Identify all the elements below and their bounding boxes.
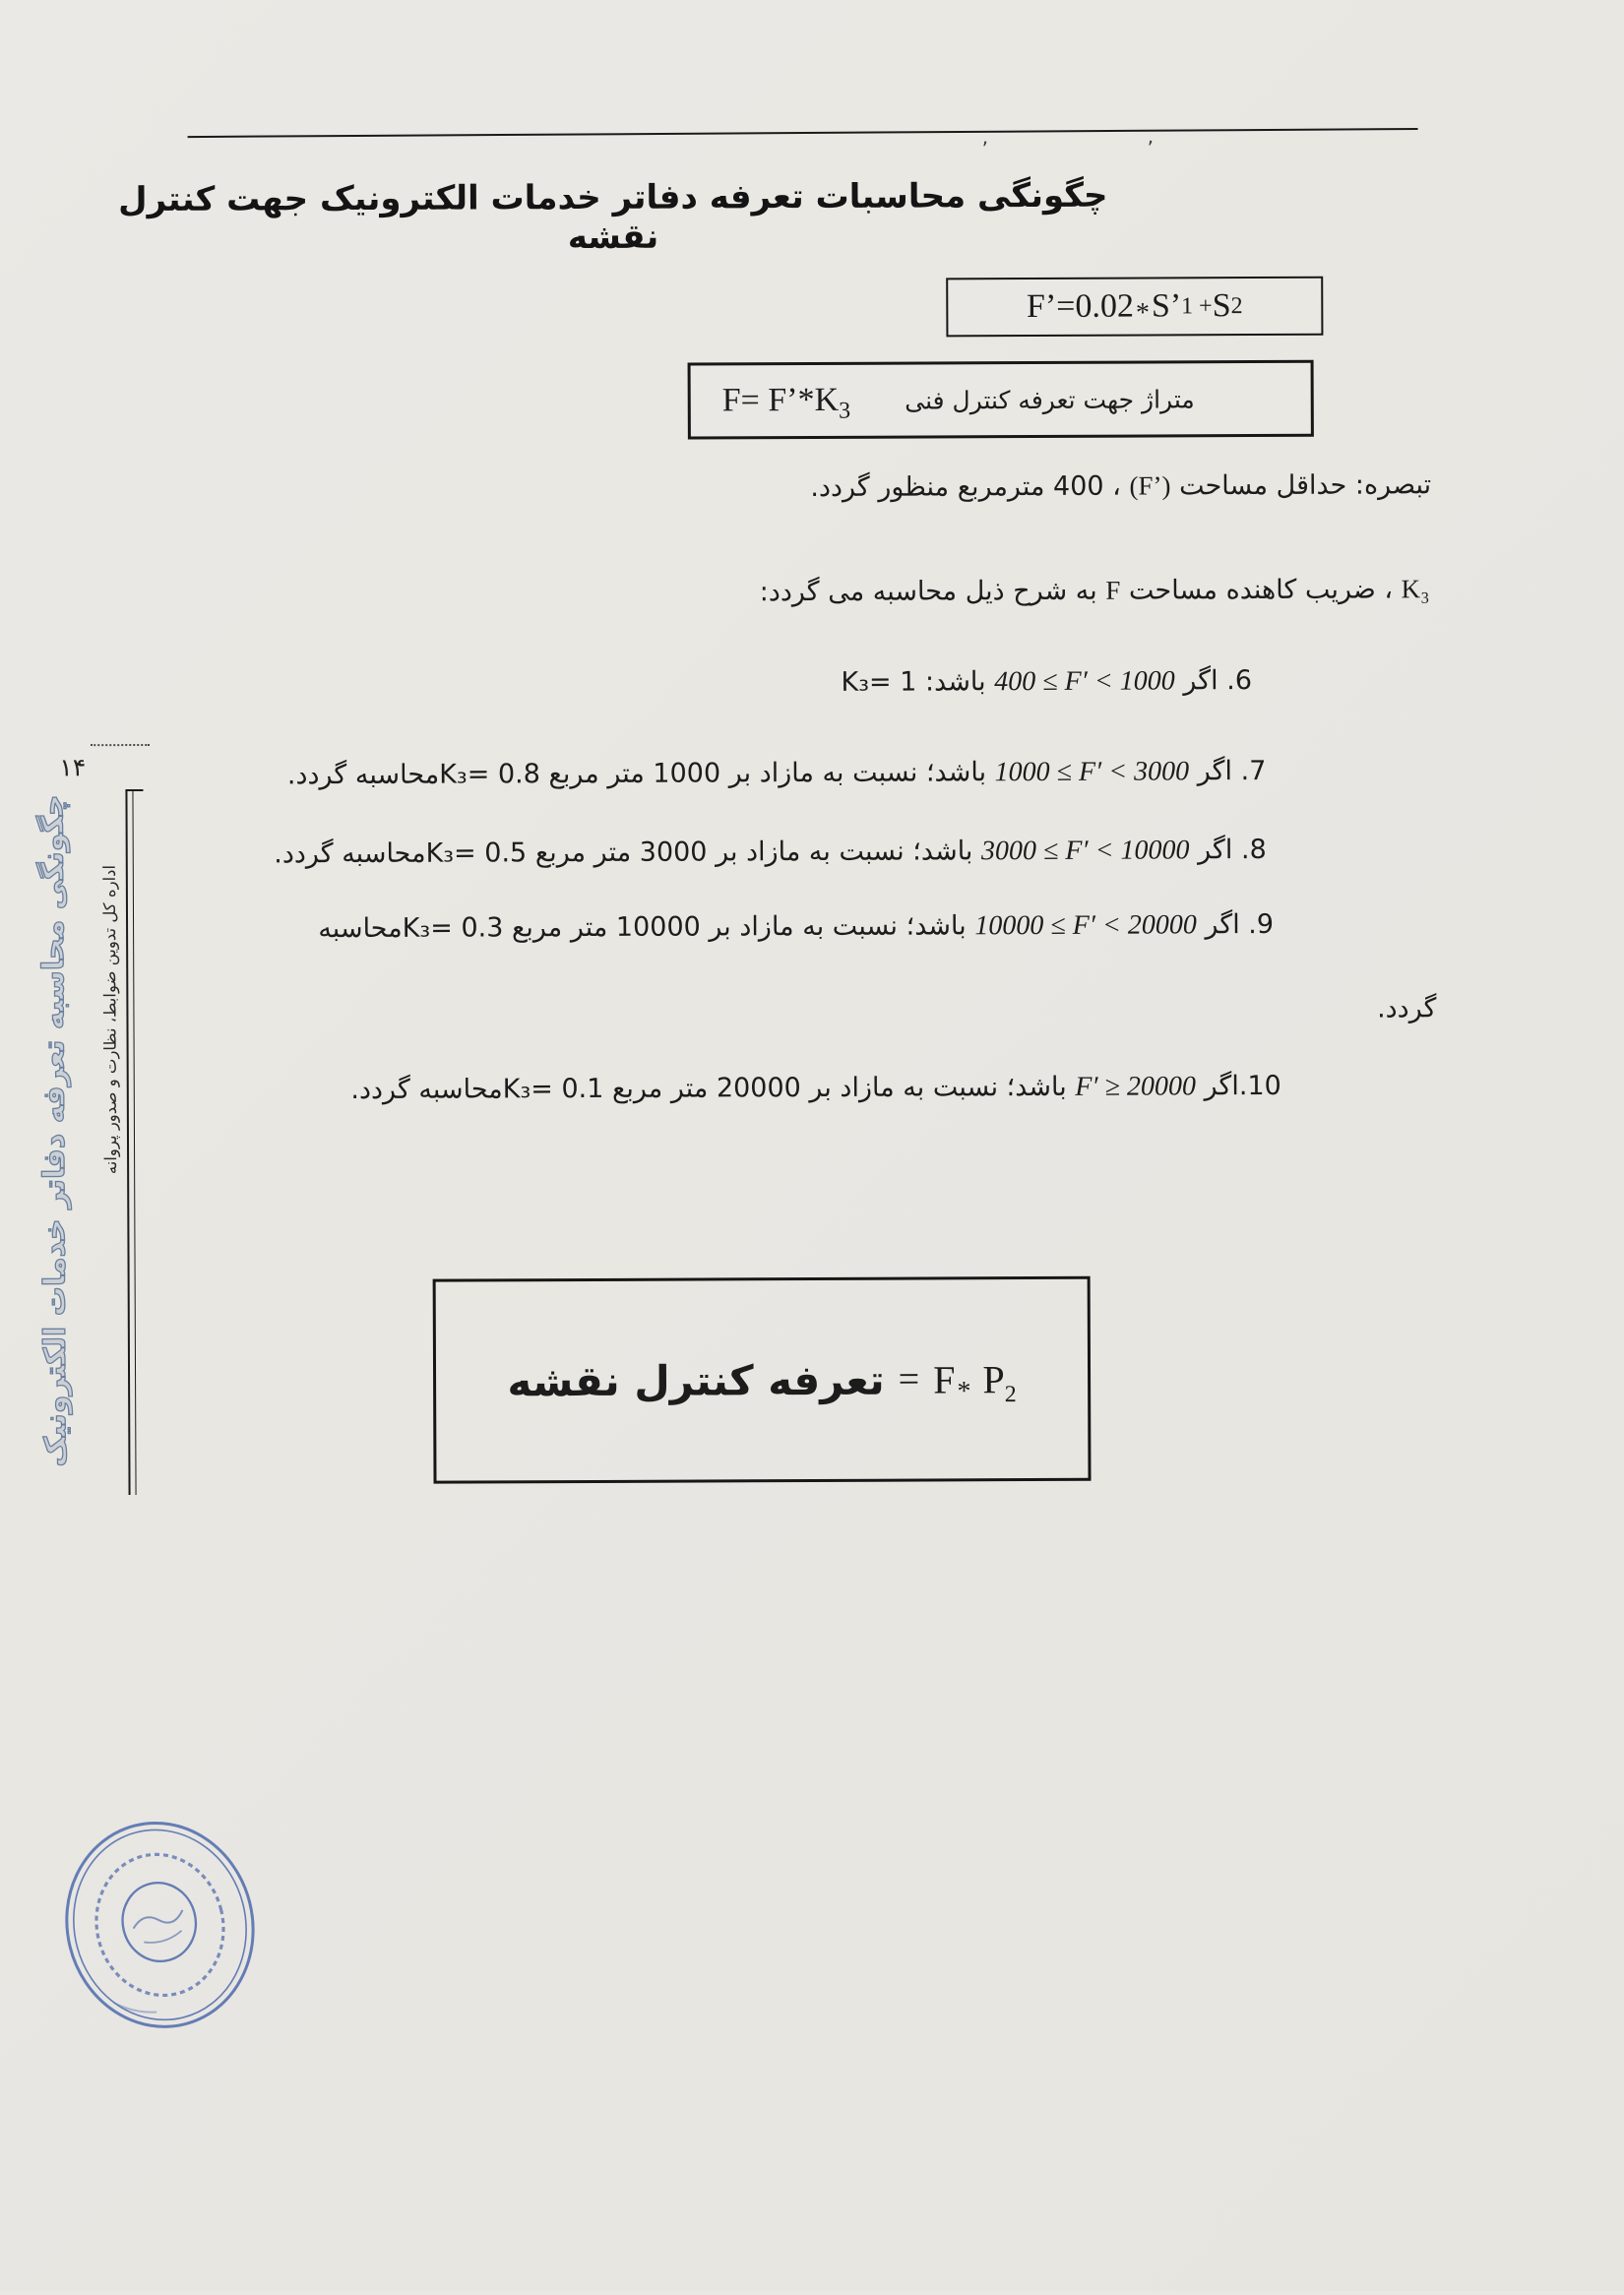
map-control-tariff-formula-box bbox=[433, 1276, 1092, 1484]
margin-dotted-line bbox=[91, 744, 150, 746]
item-k-value: K₃= 1 bbox=[841, 667, 916, 698]
tariff-label: تعرفه کنترل نقشه bbox=[507, 1355, 885, 1405]
item-post: باشد؛ نسبت به مازاد بر 3000 متر مربع bbox=[535, 836, 973, 868]
list-item-7 bbox=[287, 756, 1267, 791]
item-condition-math: 400 ≤ F′ < 1000 bbox=[994, 665, 1175, 697]
item-pre: اگر bbox=[1205, 909, 1239, 940]
note-f-prime: (F’) bbox=[1129, 470, 1170, 500]
formula-f-k3 bbox=[722, 382, 851, 420]
tariff-f: F bbox=[933, 1357, 955, 1401]
equals-sign: = bbox=[899, 1358, 920, 1401]
item-post: باشد: bbox=[925, 666, 986, 697]
formula-box-f-k3 bbox=[688, 360, 1314, 440]
list-item-6 bbox=[841, 665, 1252, 699]
item-k-value: K₃= 0.8 bbox=[439, 759, 540, 789]
formula-box-f-prime bbox=[946, 277, 1323, 338]
item-pre: اگر bbox=[1198, 835, 1232, 865]
item-condition-math: F′ ≥ 20000 bbox=[1075, 1071, 1196, 1102]
page-title: چگونگی محاسبات تعرفه دفاتر خدمات الکترونیک جهت کنترل نقشه bbox=[92, 176, 1135, 260]
item-number: 7. bbox=[1241, 756, 1267, 786]
item-number: 10. bbox=[1239, 1071, 1281, 1101]
item-number: 9. bbox=[1248, 909, 1274, 940]
scan-speck: ’ bbox=[1148, 136, 1154, 159]
formula-f-k3-subscript: 3 bbox=[839, 399, 850, 424]
item-post: باشد؛ نسبت به مازاد بر 1000 متر مربع bbox=[548, 757, 986, 789]
item-pre: اگر bbox=[1204, 1071, 1238, 1101]
multiply-star: * bbox=[957, 1376, 970, 1407]
margin-rule-top-tick bbox=[125, 789, 143, 791]
item-number: 6. bbox=[1226, 665, 1252, 696]
top-rule bbox=[188, 128, 1418, 138]
note-post: ، 400 مترمربع منظور گردد. bbox=[810, 471, 1121, 503]
item-k-value: K₃= 0.5 bbox=[425, 837, 527, 868]
list-item-9-continuation: گردد. bbox=[1377, 993, 1437, 1023]
item-tail: محاسبه گردد. bbox=[274, 838, 425, 870]
k3-f-symbol: F bbox=[1105, 576, 1120, 605]
scan-speck: ’ bbox=[982, 137, 988, 160]
formula-s1: S’ bbox=[1152, 287, 1181, 325]
tariff-p-subscript: 2 bbox=[1005, 1382, 1017, 1407]
item-tail: محاسبه bbox=[318, 913, 403, 944]
formula-f-k3-main: F= F’*K bbox=[722, 382, 840, 419]
list-item-10 bbox=[350, 1071, 1281, 1106]
margin-double-rule-inner bbox=[132, 790, 136, 1495]
tariff-formula bbox=[933, 1356, 1017, 1402]
k3-tail-text: به شرح ذیل محاسبه می گردد: bbox=[760, 576, 1097, 607]
item-post: باشد؛ نسبت به مازاد بر 10000 متر مربع bbox=[512, 910, 967, 943]
item-pre: اگر bbox=[1183, 665, 1218, 696]
tariff-p: P bbox=[972, 1357, 1004, 1401]
item-post: باشد؛ نسبت به مازاد بر 20000 متر مربع bbox=[612, 1072, 1067, 1104]
page-number: ۱۴ bbox=[59, 753, 86, 781]
sidebar-department-label: اداره کل تدوین ضوابط، نظارت و صدور پروانه bbox=[99, 788, 120, 1174]
formula-f-prime-lhs: F’=0.02 bbox=[1027, 288, 1134, 326]
list-item-8 bbox=[274, 835, 1267, 870]
note-line bbox=[810, 469, 1431, 503]
item-tail: محاسبه گردد. bbox=[350, 1074, 502, 1105]
item-pre: اگر bbox=[1198, 756, 1232, 786]
item-k-value: K₃= 0.1 bbox=[503, 1074, 604, 1104]
item-condition-math: 1000 ≤ F′ < 3000 bbox=[995, 756, 1190, 787]
k3-definition-line bbox=[760, 574, 1430, 607]
item-number: 8. bbox=[1241, 835, 1267, 865]
item-tail: محاسبه گردد. bbox=[287, 760, 439, 791]
k3-mid-text: ، ضریب کاهنده مساحت bbox=[1129, 574, 1393, 605]
sidebar-vertical-title: چگونگی محاسبه تعرفه دفاتر خدمات الکترونیک bbox=[35, 794, 73, 1418]
multiply-star: * bbox=[1136, 298, 1150, 330]
k3-symbol: K₃ bbox=[1402, 574, 1430, 603]
item-condition-math: 3000 ≤ F′ < 10000 bbox=[981, 835, 1190, 866]
formula-s2: S bbox=[1213, 287, 1231, 325]
list-item-9 bbox=[318, 909, 1274, 945]
formula-box2-label: متراژ جهت تعرفه کنترل فنی bbox=[905, 385, 1195, 414]
official-stamp-graphic bbox=[56, 1811, 264, 2038]
item-k-value: K₃= 0.3 bbox=[403, 912, 504, 943]
item-condition-math: 10000 ≤ F′ < 20000 bbox=[974, 909, 1197, 941]
note-pre: تبصره: حداقل مساحت bbox=[1179, 469, 1431, 501]
margin-double-rule-outer bbox=[125, 790, 130, 1495]
